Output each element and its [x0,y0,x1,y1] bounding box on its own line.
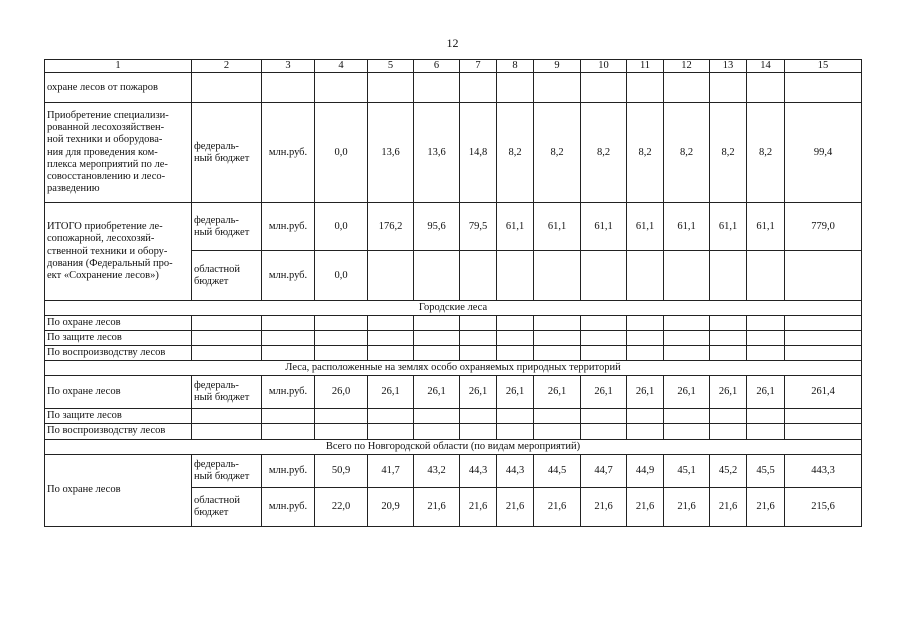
unit: млн.руб. [262,376,315,409]
value-cell: 50,9 [315,454,368,487]
table-row [45,203,862,251]
section-heading: Городские леса [45,301,862,316]
value-cell: 13,6 [368,103,414,203]
value-cell: 26,1 [368,376,414,409]
value-cell: 21,6 [627,487,664,526]
value-cell: 61,1 [581,203,627,251]
value-cell: 215,6 [785,487,862,526]
section-heading-row [45,301,862,316]
row-label: ИТОГО приобретение ле- сопожарной, лесохозяй- ственной техники и обору- дования (Федеральный про- ект «Сохранение лесов») [45,203,192,301]
value-cell: 43,2 [414,454,460,487]
value-cell: 26,1 [534,376,581,409]
col-header: 5 [368,60,414,73]
table-row [45,316,862,331]
value-cell: 45,2 [710,454,747,487]
row-label: По охране лесов [45,376,192,409]
value-cell: 21,6 [460,487,497,526]
unit: млн.руб. [262,251,315,301]
unit: млн.руб. [262,487,315,526]
section-heading-row [45,361,862,376]
value-cell: 8,2 [627,103,664,203]
value-cell: 95,6 [414,203,460,251]
value-cell: 26,1 [581,376,627,409]
value-cell: 26,0 [315,376,368,409]
row-label: По охране лесов [45,316,192,331]
value-cell: 21,6 [710,487,747,526]
unit: млн.руб. [262,454,315,487]
row-label: охране лесов от пожаров [45,73,192,103]
value-cell: 61,1 [747,203,785,251]
value-cell: 8,2 [710,103,747,203]
value-cell: 0,0 [315,203,368,251]
col-header: 13 [710,60,747,73]
col-header: 6 [414,60,460,73]
budget-table [44,59,862,527]
table-row [45,73,862,103]
value-cell: 0,0 [315,251,368,301]
value-cell: 44,3 [460,454,497,487]
table-row [45,331,862,346]
col-header: 14 [747,60,785,73]
col-header: 1 [45,60,192,73]
value-cell: 45,1 [664,454,710,487]
value-cell: 26,1 [747,376,785,409]
value-cell: 26,1 [414,376,460,409]
table-row [45,376,862,409]
col-header: 8 [497,60,534,73]
value-cell: 26,1 [497,376,534,409]
value-cell: 79,5 [460,203,497,251]
value-cell: 779,0 [785,203,862,251]
table-row [45,346,862,361]
row-label: По охране лесов [45,454,192,526]
row-label: По защите лесов [45,331,192,346]
value-cell: 45,5 [747,454,785,487]
col-header: 11 [627,60,664,73]
value-cell: 44,5 [534,454,581,487]
value-cell: 26,1 [710,376,747,409]
value-cell: 41,7 [368,454,414,487]
value-cell: 26,1 [460,376,497,409]
table-row [45,454,862,487]
value-cell: 61,1 [710,203,747,251]
value-cell: 21,6 [747,487,785,526]
row-label: Приобретение специализи- рованной лесохозяйствен- ной техники и оборудова- ния для проведения ком- плекса мероприятий по ле- совосстановлению и лесо- разведению [45,103,192,203]
value-cell: 8,2 [581,103,627,203]
value-cell: 61,1 [534,203,581,251]
value-cell: 21,6 [581,487,627,526]
value-cell: 21,6 [497,487,534,526]
col-header: 9 [534,60,581,73]
column-number-row [45,60,862,73]
value-cell: 8,2 [534,103,581,203]
value-cell: 61,1 [497,203,534,251]
value-cell: 20,9 [368,487,414,526]
value-cell: 61,1 [664,203,710,251]
table-row [45,103,862,203]
value-cell: 443,3 [785,454,862,487]
section-heading-row [45,439,862,454]
value-cell: 14,8 [460,103,497,203]
table-row [45,424,862,439]
unit: млн.руб. [262,103,315,203]
page-number: 12 [446,36,459,50]
value-cell: 176,2 [368,203,414,251]
value-cell: 8,2 [497,103,534,203]
col-header: 7 [460,60,497,73]
value-cell: 21,6 [664,487,710,526]
value-cell: 26,1 [664,376,710,409]
col-header: 10 [581,60,627,73]
value-cell: 261,4 [785,376,862,409]
value-cell: 61,1 [627,203,664,251]
funding-source: областной бюджет [192,487,262,526]
value-cell: 8,2 [664,103,710,203]
funding-source: федераль- ный бюджет [192,376,262,409]
value-cell: 44,7 [581,454,627,487]
section-heading: Всего по Новгородской области (по видам мероприятий) [45,439,862,454]
funding-source: федераль- ный бюджет [192,454,262,487]
col-header: 12 [664,60,710,73]
section-heading: Леса, расположенные на землях особо охраняемых природных территорий [45,361,862,376]
row-label: По воспроизводству лесов [45,424,192,439]
col-header: 15 [785,60,862,73]
funding-source: областной бюджет [192,251,262,301]
value-cell: 21,6 [534,487,581,526]
funding-source: федераль- ный бюджет [192,103,262,203]
row-label: По воспроизводству лесов [45,346,192,361]
col-header: 2 [192,60,262,73]
col-header: 4 [315,60,368,73]
value-cell: 0,0 [315,103,368,203]
value-cell: 44,3 [497,454,534,487]
value-cell: 8,2 [747,103,785,203]
funding-source: федераль- ный бюджет [192,203,262,251]
value-cell: 44,9 [627,454,664,487]
row-label: По защите лесов [45,409,192,424]
value-cell: 21,6 [414,487,460,526]
col-header: 3 [262,60,315,73]
value-cell: 22,0 [315,487,368,526]
value-cell: 26,1 [627,376,664,409]
table-row [45,409,862,424]
unit: млн.руб. [262,203,315,251]
value-cell: 99,4 [785,103,862,203]
value-cell: 13,6 [414,103,460,203]
